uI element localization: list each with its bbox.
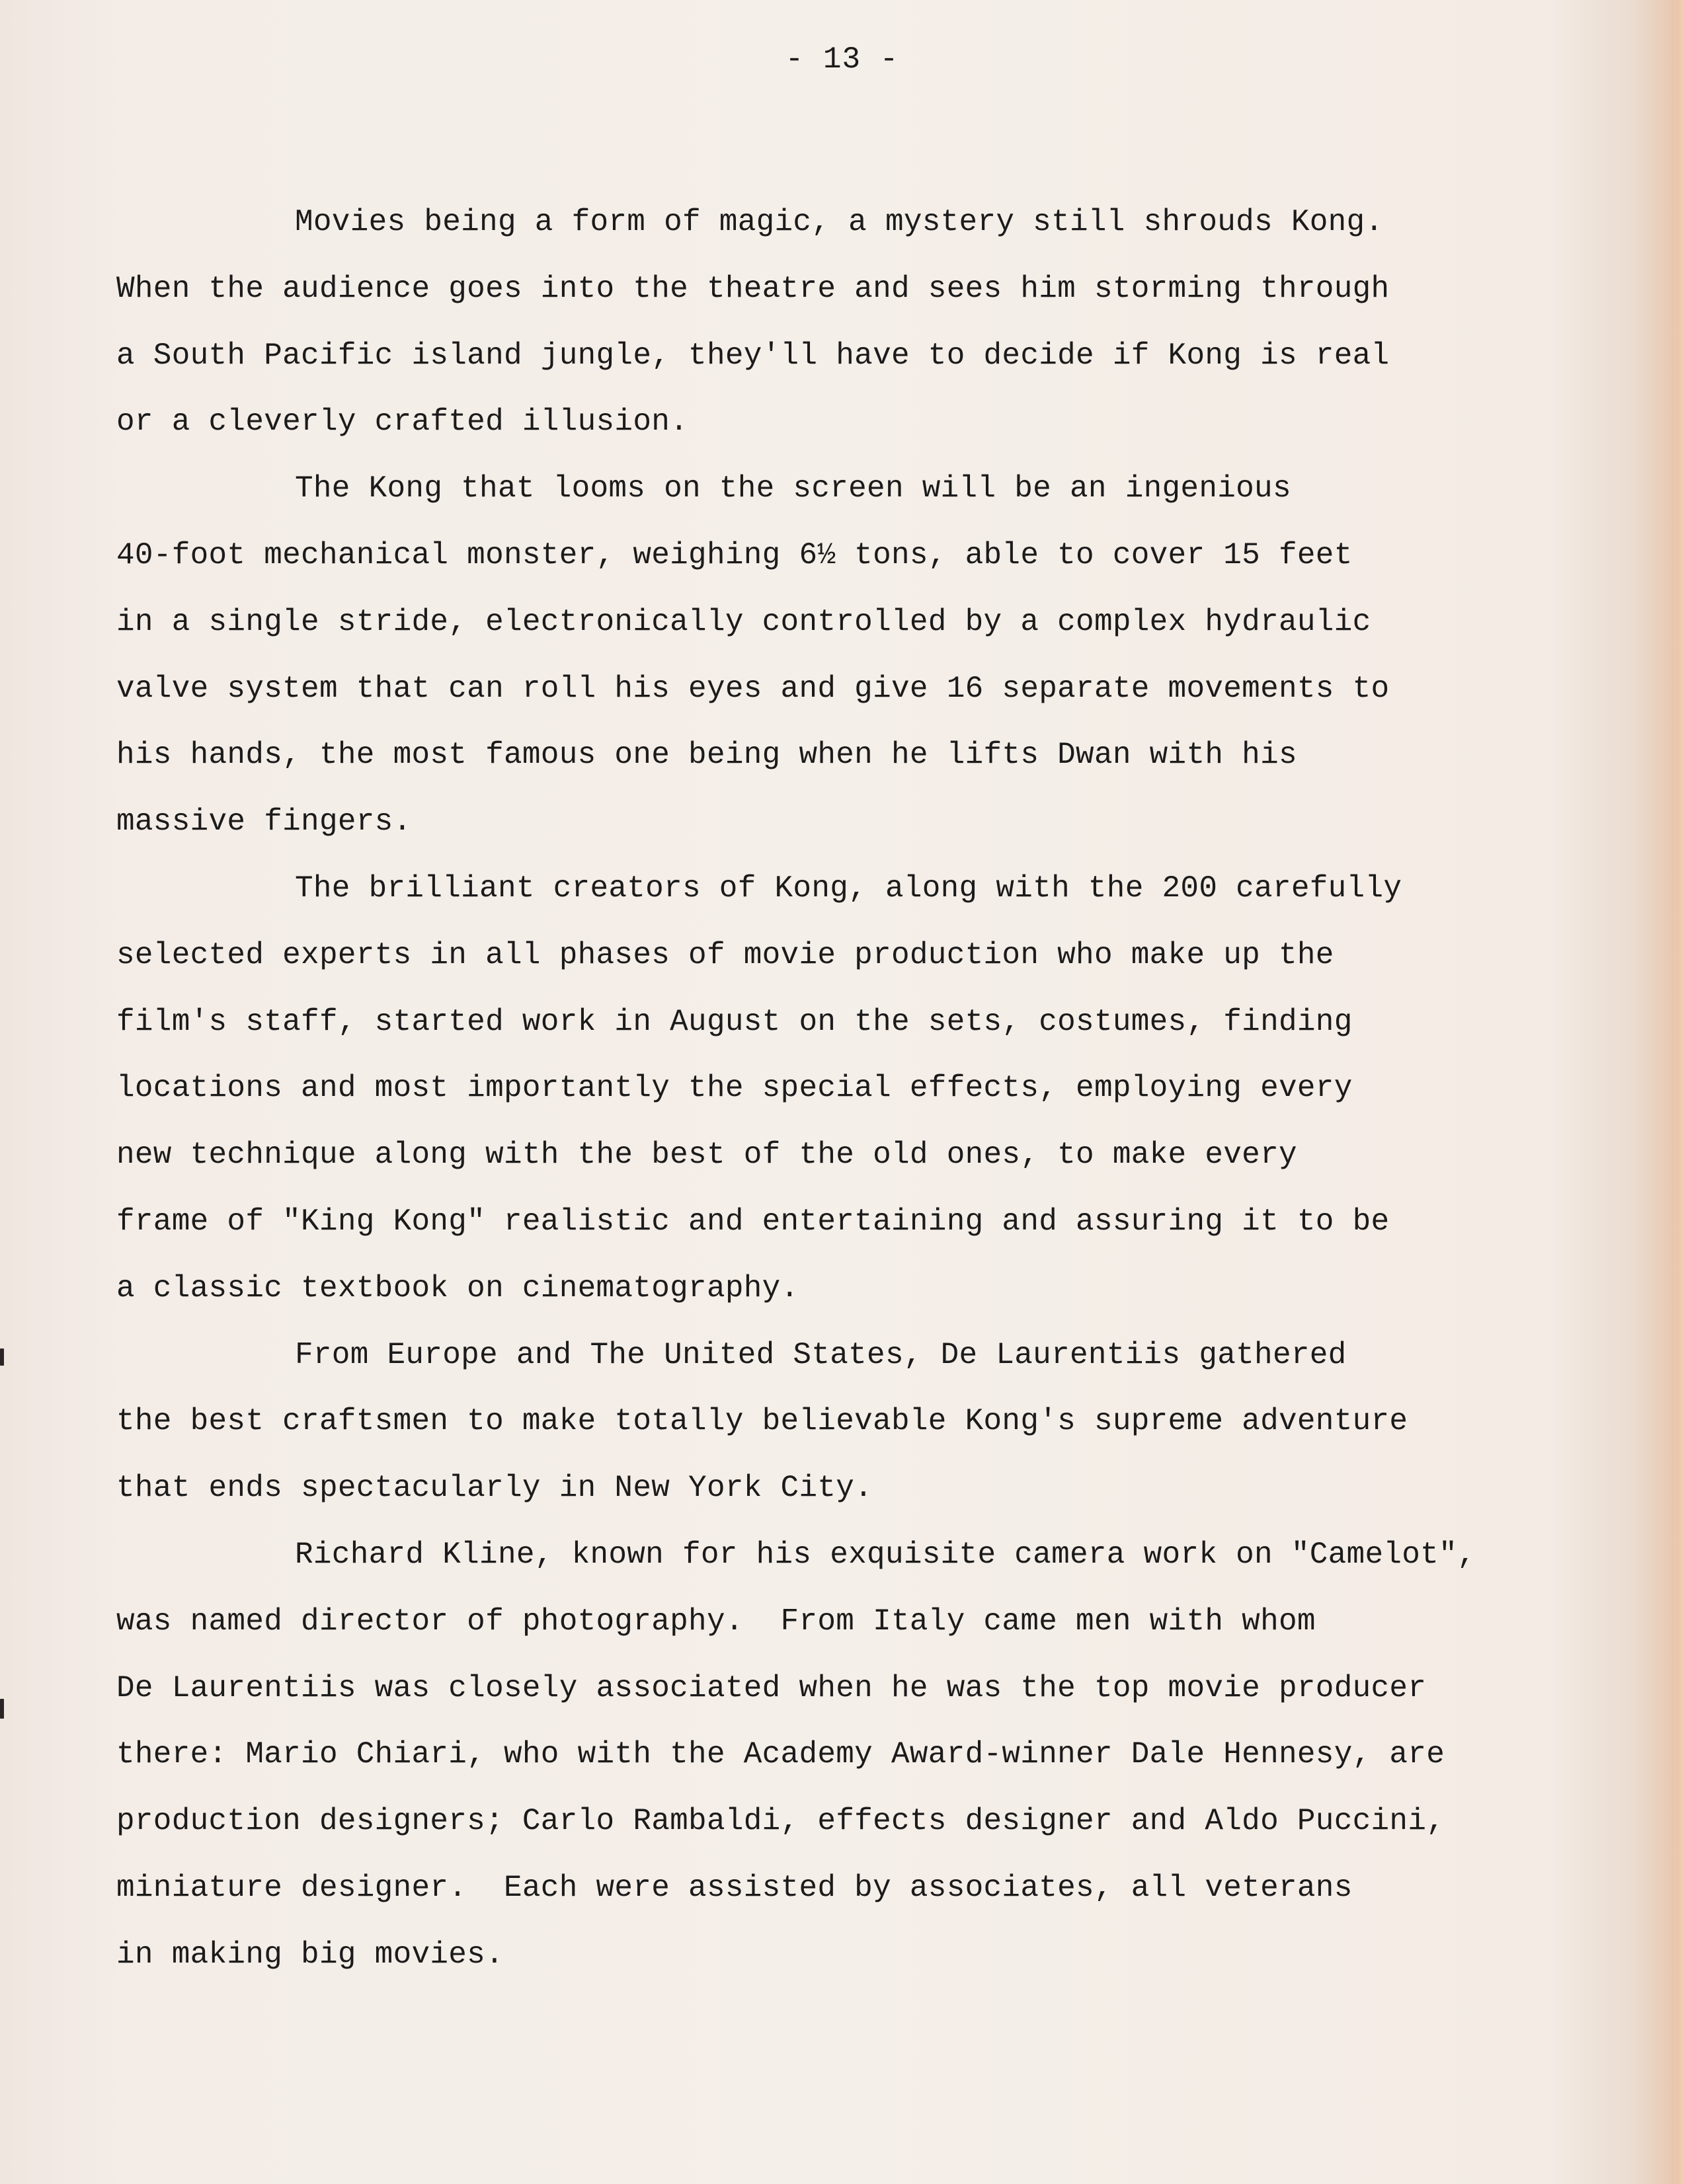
text-line: in making big movies. [116, 1937, 504, 1972]
binding-mark [0, 1699, 4, 1719]
text-line: the best craftsmen to make totally believable Kong's supreme adventure [116, 1404, 1408, 1439]
text-line: From Europe and The United States, De Laurentiis gathered [295, 1337, 1347, 1372]
text-line: valve system that can roll his eyes and give 16 separate movements to [116, 671, 1390, 706]
text-line: When the audience goes into the theatre and sees him storming through [116, 271, 1390, 306]
text-line: The Kong that looms on the screen will be an ingenious [295, 471, 1291, 506]
text-line: there: Mario Chiari, who with the Academy Award-winner Dale Hennesy, are [116, 1737, 1445, 1772]
text-line: that ends spectacularly in New York City. [116, 1471, 873, 1506]
binding-mark [0, 1348, 4, 1366]
text-line: miniature designer. Each were assisted by associates, all veterans [116, 1870, 1353, 1905]
page-number: - 13 - [785, 42, 899, 77]
text-line: locations and most importantly the special effects, employing every [116, 1071, 1353, 1106]
text-line: Movies being a form of magic, a mystery still shrouds Kong. [295, 205, 1384, 239]
text-line: production designers; Carlo Rambaldi, effects designer and Aldo Puccini, [116, 1804, 1445, 1839]
text-line: was named director of photography. From Italy came men with whom [116, 1604, 1316, 1639]
text-line: The brilliant creators of Kong, along with the 200 carefully [295, 871, 1402, 906]
text-line: massive fingers. [116, 804, 412, 839]
text-line: film's staff, started work in August on the sets, costumes, finding [116, 1004, 1353, 1039]
text-line: new technique along with the best of the old ones, to make every [116, 1138, 1297, 1173]
text-line: 40-foot mechanical monster, weighing 6½ tons, able to cover 15 feet [116, 537, 1353, 572]
text-line: a classic textbook on cinematography. [116, 1270, 799, 1306]
text-line: Richard Kline, known for his exquisite camera work on "Camelot", [295, 1537, 1476, 1572]
text-line: his hands, the most famous one being when he lifts Dwan with his [116, 738, 1297, 773]
text-line: De Laurentiis was closely associated when he was the top movie producer [116, 1670, 1427, 1705]
page-edge-shadow [1669, 0, 1684, 2184]
body-text [116, 189, 1584, 1988]
text-line: frame of "King Kong" realistic and entertaining and assuring it to be [116, 1204, 1390, 1239]
text-line: a South Pacific island jungle, they'll have to decide if Kong is real [116, 338, 1390, 373]
text-line: selected experts in all phases of movie production who make up the [116, 937, 1334, 972]
text-line: or a cleverly crafted illusion. [116, 405, 689, 440]
text-line: in a single stride, electronically controlled by a complex hydraulic [116, 604, 1371, 639]
